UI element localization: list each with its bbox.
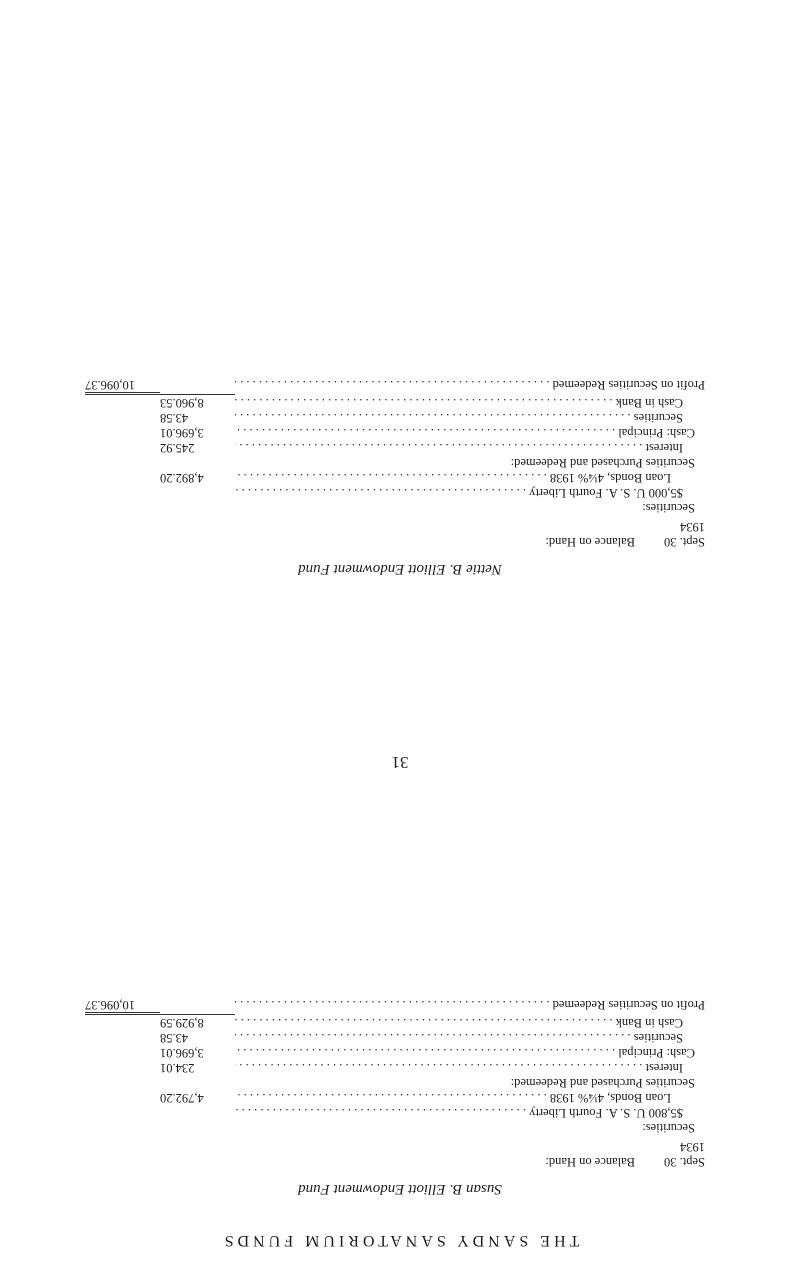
ledger-line bbox=[85, 1060, 705, 1075]
ledger-description: $5,800 U. S. A. Fourth Liberty . . . bbox=[235, 1105, 705, 1120]
fund-title: Susan B. Elliott Endowment Fund bbox=[298, 1181, 502, 1197]
ledger-line bbox=[85, 395, 705, 410]
ledger-line bbox=[85, 1105, 705, 1120]
fund-statement bbox=[85, 1000, 705, 1169]
ledger-amount: 234.01 bbox=[160, 1061, 195, 1075]
ledger-line bbox=[85, 1030, 705, 1045]
ledger-description: Cash: Principal . . . bbox=[235, 1045, 705, 1060]
ledger-line bbox=[85, 410, 705, 425]
ledger-description: Securities . . . bbox=[235, 1030, 705, 1045]
ledger-line bbox=[85, 1000, 705, 1015]
ledger-amount: 43.58 bbox=[160, 411, 189, 425]
ledger-description: Securities . . . bbox=[235, 410, 705, 425]
ledger-line bbox=[85, 380, 705, 395]
ledger-description: Profit on Securities Redeemed . . . bbox=[235, 997, 705, 1012]
statement-date: Sept. 30 1934 bbox=[664, 520, 705, 549]
ledger-amount: 8,960.53 bbox=[160, 394, 235, 410]
ledger-line bbox=[85, 455, 705, 470]
ledger-description: Securities Purchased and Redeemed: bbox=[510, 456, 695, 470]
ledger-description: Cash in Bank . . . bbox=[235, 395, 705, 410]
ledger-description: Securities: bbox=[642, 501, 695, 515]
ledger-amount: 4,892.20 bbox=[160, 471, 204, 485]
ledger-description: Interest . . . bbox=[235, 440, 705, 455]
ledger-description: Interest . . . bbox=[235, 1060, 705, 1075]
statement-date-text: Balance on Hand: bbox=[545, 1155, 635, 1169]
ledger-amount: 8,929.59 bbox=[160, 1014, 235, 1030]
ledger-amount: 4,792.20 bbox=[160, 1091, 204, 1105]
fund-statement bbox=[85, 380, 705, 549]
ledger-line bbox=[85, 1120, 705, 1135]
ledger-line bbox=[85, 1015, 705, 1030]
ledger-description: $5,000 U. S. A. Fourth Liberty . . . bbox=[235, 485, 705, 500]
ledger-amount: 43.58 bbox=[160, 1031, 189, 1045]
ledger-amount: 3,696.01 bbox=[160, 1046, 204, 1060]
ledger-line bbox=[85, 1045, 705, 1060]
ledger-description: Securities Purchased and Redeemed: bbox=[510, 1076, 695, 1090]
statement-date-text: Balance on Hand: bbox=[545, 535, 635, 549]
ledger-amount: 245.92 bbox=[160, 441, 195, 455]
ledger-line bbox=[85, 1090, 705, 1105]
page-header: THE SANDY SANATORIUM FUNDS bbox=[220, 1232, 580, 1249]
ledger-line bbox=[85, 440, 705, 455]
fund-title: Nettie B. Elliott Endowment Fund bbox=[298, 561, 502, 577]
ledger-description: Securities: bbox=[642, 1121, 695, 1135]
ledger-line bbox=[85, 500, 705, 515]
ledger-total: 10,096.37 bbox=[85, 377, 160, 395]
ledger-description: Profit on Securities Redeemed . . . bbox=[235, 377, 705, 392]
ledger-description: Cash in Bank . . . bbox=[235, 1015, 705, 1030]
ledger-description: Loan Bonds, 4¼% 1938 . . . bbox=[235, 1090, 705, 1105]
ledger-description: Loan Bonds, 4¼% 1938 . . . bbox=[235, 470, 705, 485]
ledger-description: Cash: Principal . . . bbox=[235, 425, 705, 440]
ledger-line bbox=[85, 470, 705, 485]
page-number: 31 bbox=[391, 753, 409, 772]
statement-date: Sept. 30 1934 bbox=[664, 1140, 705, 1169]
ledger-amount: 3,696.01 bbox=[160, 426, 204, 440]
ledger-line bbox=[85, 485, 705, 500]
ledger-line bbox=[85, 425, 705, 440]
ledger-line bbox=[85, 1075, 705, 1090]
ledger-total: 10,096.37 bbox=[85, 997, 160, 1015]
